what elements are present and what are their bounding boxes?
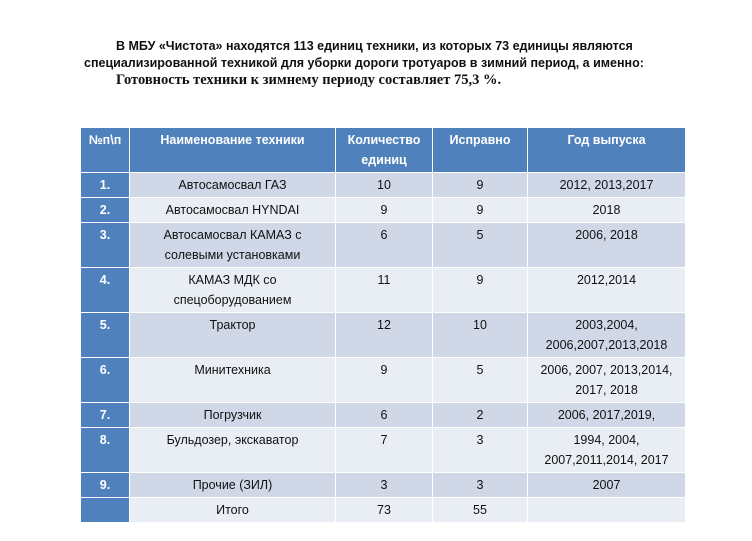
working: 2 — [433, 403, 528, 428]
equipment-name: Итого — [130, 498, 336, 523]
table-row — [81, 223, 686, 268]
equipment-name: Автосамосвал ГАЗ — [130, 173, 336, 198]
quantity: 9 — [336, 358, 433, 403]
readiness-text: Готовность техники к зимнему периоду составляет 75,3 %. — [116, 72, 502, 88]
row-number: 5. — [81, 313, 130, 358]
quantity: 12 — [336, 313, 433, 358]
year: 2006, 2018 — [528, 223, 686, 268]
intro-text-content: В МБУ «Чистота» находятся 113 единиц техники, из которых 73 единицы являются специализированной техникой для уборки дороги тротуаров в зимний период, а именно: — [84, 39, 644, 70]
table-row — [81, 313, 686, 358]
quantity: 11 — [336, 268, 433, 313]
col-working: Исправно — [433, 128, 528, 173]
col-number: №п\п — [81, 128, 130, 173]
working: 55 — [433, 498, 528, 523]
working: 9 — [433, 198, 528, 223]
working: 5 — [433, 223, 528, 268]
quantity: 6 — [336, 223, 433, 268]
table-row — [81, 473, 686, 498]
working: 5 — [433, 358, 528, 403]
table-header — [81, 128, 686, 173]
intro-text — [84, 38, 684, 72]
row-number — [81, 498, 130, 523]
row-number: 4. — [81, 268, 130, 313]
quantity: 73 — [336, 498, 433, 523]
quantity: 10 — [336, 173, 433, 198]
row-number: 6. — [81, 358, 130, 403]
working: 3 — [433, 428, 528, 473]
quantity: 9 — [336, 198, 433, 223]
year — [528, 498, 686, 523]
equipment-name: Автосамосвал КАМАЗ с солевыми установками — [130, 223, 336, 268]
table-row — [81, 268, 686, 313]
equipment-name: Автосамосвал HYNDAI — [130, 198, 336, 223]
table-row — [81, 428, 686, 473]
year: 1994, 2004, 2007,2011,2014, 2017 — [528, 428, 686, 473]
year: 2007 — [528, 473, 686, 498]
table-row — [81, 173, 686, 198]
equipment-name: Трактор — [130, 313, 336, 358]
table-row — [81, 498, 686, 523]
table-row — [81, 403, 686, 428]
col-name: Наименование техники — [130, 128, 336, 173]
equipment-name: Прочие (ЗИЛ) — [130, 473, 336, 498]
year: 2018 — [528, 198, 686, 223]
equipment-name: Минитехника — [130, 358, 336, 403]
working: 10 — [433, 313, 528, 358]
col-quantity: Количество единиц — [336, 128, 433, 173]
year: 2003,2004, 2006,2007,2013,2018 — [528, 313, 686, 358]
year: 2006, 2007, 2013,2014, 2017, 2018 — [528, 358, 686, 403]
col-year: Год выпуска — [528, 128, 686, 173]
row-number: 2. — [81, 198, 130, 223]
row-number: 9. — [81, 473, 130, 498]
equipment-table — [80, 127, 686, 523]
quantity: 6 — [336, 403, 433, 428]
quantity: 3 — [336, 473, 433, 498]
equipment-name: Бульдозер, экскаватор — [130, 428, 336, 473]
year: 2012,2014 — [528, 268, 686, 313]
row-number: 7. — [81, 403, 130, 428]
year: 2012, 2013,2017 — [528, 173, 686, 198]
year: 2006, 2017,2019, — [528, 403, 686, 428]
working: 9 — [433, 268, 528, 313]
quantity: 7 — [336, 428, 433, 473]
working: 9 — [433, 173, 528, 198]
equipment-name: Погрузчик — [130, 403, 336, 428]
row-number: 3. — [81, 223, 130, 268]
table-row — [81, 198, 686, 223]
row-number: 1. — [81, 173, 130, 198]
equipment-name: КАМАЗ МДК со спецоборудованием — [130, 268, 336, 313]
table-row — [81, 358, 686, 403]
working: 3 — [433, 473, 528, 498]
row-number: 8. — [81, 428, 130, 473]
